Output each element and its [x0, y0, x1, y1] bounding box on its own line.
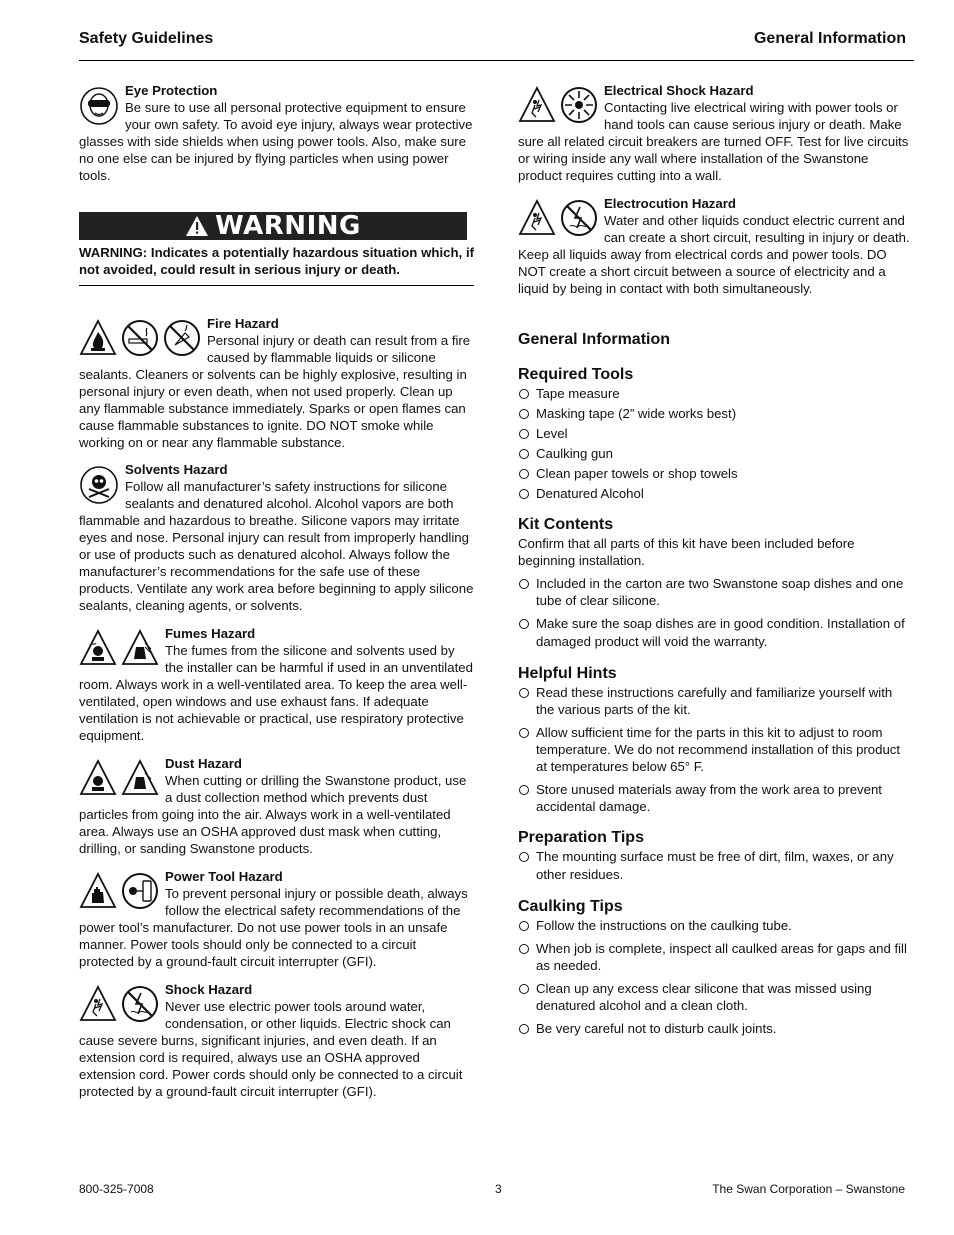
solvents-hazard-icons: [79, 465, 119, 505]
respirator-warning-icon: [121, 629, 159, 667]
circuit-breaker-icon: [560, 86, 598, 124]
solvents-hazard-section: [79, 461, 474, 614]
electrocution-warning-icon: [518, 199, 556, 237]
electrical-shock-icons: [518, 86, 598, 124]
electrocution-section: [518, 195, 910, 297]
electrocution-title: Electrocution Hazard: [604, 196, 736, 211]
list-item: Denatured Alcohol: [518, 485, 910, 502]
read-manual-icon: [121, 872, 159, 910]
list-item: Be very careful not to disturb caulk joints.: [518, 1020, 910, 1037]
list-item: Included in the carton are two Swanstone soap dishes and one tube of clear silicone.: [518, 575, 910, 609]
electric-shock-warning-icon: [79, 985, 117, 1023]
warning-banner: [79, 212, 467, 240]
list-item: Allow sufficient time for the parts in this kit to adjust to room temperature. We do not recommend installation of this product at temperatures below 65° F.: [518, 724, 910, 775]
electrical-shock-section: [518, 82, 910, 184]
no-smoking-icon: [121, 319, 159, 357]
electric-shock-warning-icon: [518, 86, 556, 124]
dust-hazard-title: Dust Hazard: [165, 756, 242, 771]
list-item: Make sure the soap dishes are in good condition. Installation of damaged product will void the warranty.: [518, 615, 910, 651]
header-rule: [79, 60, 914, 61]
flammable-warning-icon: [79, 319, 117, 357]
right-column: [518, 82, 910, 1043]
list-item: Masking tape (2” wide works best): [518, 405, 910, 422]
fumes-hazard-icons: [79, 629, 159, 667]
footer-company: The Swan Corporation – Swanstone: [712, 1182, 905, 1196]
power-tool-hazard-text: To prevent personal injury or possible death, always follow the electrical safety recommendations of the power tool’s manufacturer. Do not use power tools in an unsafe manner. Power tools should only be connected to a circuit protected by a ground-fault circuit interrupter (GFI).: [79, 886, 468, 969]
electrocution-icons: [518, 199, 598, 237]
footer-phone: 800-325-7008: [79, 1182, 154, 1196]
hand-hazard-warning-icon: [79, 872, 117, 910]
shock-hazard-title: Shock Hazard: [165, 982, 253, 997]
power-tool-hazard-section: [79, 868, 474, 970]
required-tools-heading: Required Tools: [518, 366, 634, 383]
eye-protection-text: Be sure to use all personal protective equipment to ensure your own safety. To avoid eye injury, always wear protective glasses with side shields when using power tools. Also, make sure no one else can be injured by flying particles when using power tools.: [79, 100, 473, 183]
electrical-shock-title: Electrical Shock Hazard: [604, 83, 754, 98]
list-item: The mounting surface must be free of dirt, film, waxes, or any other residues.: [518, 848, 910, 884]
list-item: Clean up any excess clear silicone that was missed using denatured alcohol and a clean cloth.: [518, 980, 910, 1014]
eye-protection-title: Eye Protection: [125, 83, 218, 98]
required-tools-list: [518, 385, 910, 502]
power-tool-hazard-icons: [79, 872, 159, 910]
dust-hazard-text: When cutting or drilling the Swanstone product, use a dust collection method which prevents dust particles from going into the air. Always work in a well-ventilated area. Always use an OSHA approved dust mask when cutting, drilling, or sanding Swanstone products.: [79, 773, 467, 856]
fumes-hazard-text: The fumes from the silicone and solvents used by the installer can be harmful if used in an unventilated room. Always work in a well-ventilated area. To keep the area well-ventilated, open windows and use exhaust fans. If adequate ventilation is not achievable or practical, use respiratory protective equipment.: [79, 643, 473, 743]
shock-hazard-section: [79, 981, 474, 1100]
warning-text: WARNING: Indicates a potentially hazardous situation which, if not avoided, could result in serious injury or death.: [79, 244, 474, 286]
power-tool-hazard-title: Power Tool Hazard: [165, 869, 283, 884]
electrocution-text: Water and other liquids conduct electric current and can create a short circuit, resulting in injury or death. Keep all liquids away from electrical cords and power tools. DO NOT create a short circuit between a source of electricity and a liquid by being in contact with both simultaneously.: [518, 213, 910, 296]
helpful-hints-list: [518, 684, 910, 815]
preparation-tips-list: [518, 848, 910, 884]
kit-contents-heading: Kit Contents: [518, 516, 614, 533]
fumes-hazard-title: Fumes Hazard: [165, 626, 256, 641]
list-item: Tape measure: [518, 385, 910, 402]
list-item: When job is complete, inspect all caulked areas for gaps and fill as needed.: [518, 940, 910, 974]
caulking-tips-list: [518, 917, 910, 1037]
list-item: Clean paper towels or shop towels: [518, 465, 910, 482]
preparation-tips-heading: Preparation Tips: [518, 829, 644, 846]
list-item: Read these instructions carefully and familiarize yourself with the various parts of the kit.: [518, 684, 910, 718]
solvents-hazard-text: Follow all manufacturer’s safety instructions for silicone sealants and denatured alcohol. Alcohol vapors are both flammable and hazardous to breathe. Silicone vapors may irritate eyes and nose. Personal injury can result from improperly handling or use of products such as denatured alcohol. Always follow the manufacturer’s recommendations for the safe use of these products. Ventilate any work area before beginning to apply silicone sealants, cleaning agents, or solvents.: [79, 479, 474, 613]
dust-mask-warning-icon: [121, 759, 159, 797]
poison-skull-icon: [79, 465, 119, 505]
header-left-title: Safety Guidelines: [79, 30, 214, 47]
helpful-hints-heading: Helpful Hints: [518, 665, 617, 682]
no-liquid-electric-icon: [560, 199, 598, 237]
list-item: Caulking gun: [518, 445, 910, 462]
shock-hazard-text: Never use electric power tools around water, condensation, or other liquids. Electric shock can cause severe burns, significant injuries, and even death. If an extension cord is required, always use an OSHA approved extension cord. Power cords should only be connected to a circuit protected by a ground-fault circuit interrupter (GFI).: [79, 999, 463, 1099]
general-information-heading: General Information: [518, 331, 671, 348]
eye-protection-section: [79, 82, 474, 184]
fumes-warning-icon: [79, 629, 117, 667]
solvents-hazard-title: Solvents Hazard: [125, 462, 228, 477]
left-column: [79, 82, 474, 1100]
no-water-electric-icon: [121, 985, 159, 1023]
fire-hazard-text: Personal injury or death can result from a fire caused by flammable liquids or silicone sealants. Cleaners or solvents can be highly explosive, resulting in personal injury or even death, when not used properly. Clean up any flammable substance immediately. Sparks or open flames can cause flammable substances to ignite. DO NOT smoke while working on or near any flammable substance.: [79, 333, 471, 450]
warning-label: WARNING: [215, 210, 361, 241]
dust-warning-icon: [79, 759, 117, 797]
fire-hazard-section: [79, 315, 474, 451]
list-item: Level: [518, 425, 910, 442]
electrical-shock-text: Contacting live electrical wiring with power tools or hand tools can cause serious injury or death. Make sure all related circuit breakers are turned OFF. Test for live circuits or wiring inside any wall where installation of the Swanstone product requires cutting into a wall.: [518, 100, 909, 183]
eye-protection-icon: [79, 86, 119, 126]
shock-hazard-icons: [79, 985, 159, 1023]
dust-hazard-section: [79, 755, 474, 857]
kit-contents-intro: Confirm that all parts of this kit have been included before beginning installation.: [518, 536, 855, 568]
fire-hazard-icons: [79, 319, 201, 357]
kit-contents-list: [518, 575, 910, 651]
header-right-title: General Information: [753, 30, 906, 47]
list-item: Follow the instructions on the caulking tube.: [518, 917, 910, 934]
dust-hazard-icons: [79, 759, 159, 797]
fumes-hazard-section: [79, 625, 474, 744]
footer-page-number: 3: [495, 1182, 502, 1196]
warning-triangle-icon: [185, 215, 209, 237]
caulking-tips-heading: Caulking Tips: [518, 898, 623, 915]
list-item: Store unused materials away from the work area to prevent accidental damage.: [518, 781, 910, 815]
no-open-flame-icon: [163, 319, 201, 357]
fire-hazard-title: Fire Hazard: [207, 316, 279, 331]
